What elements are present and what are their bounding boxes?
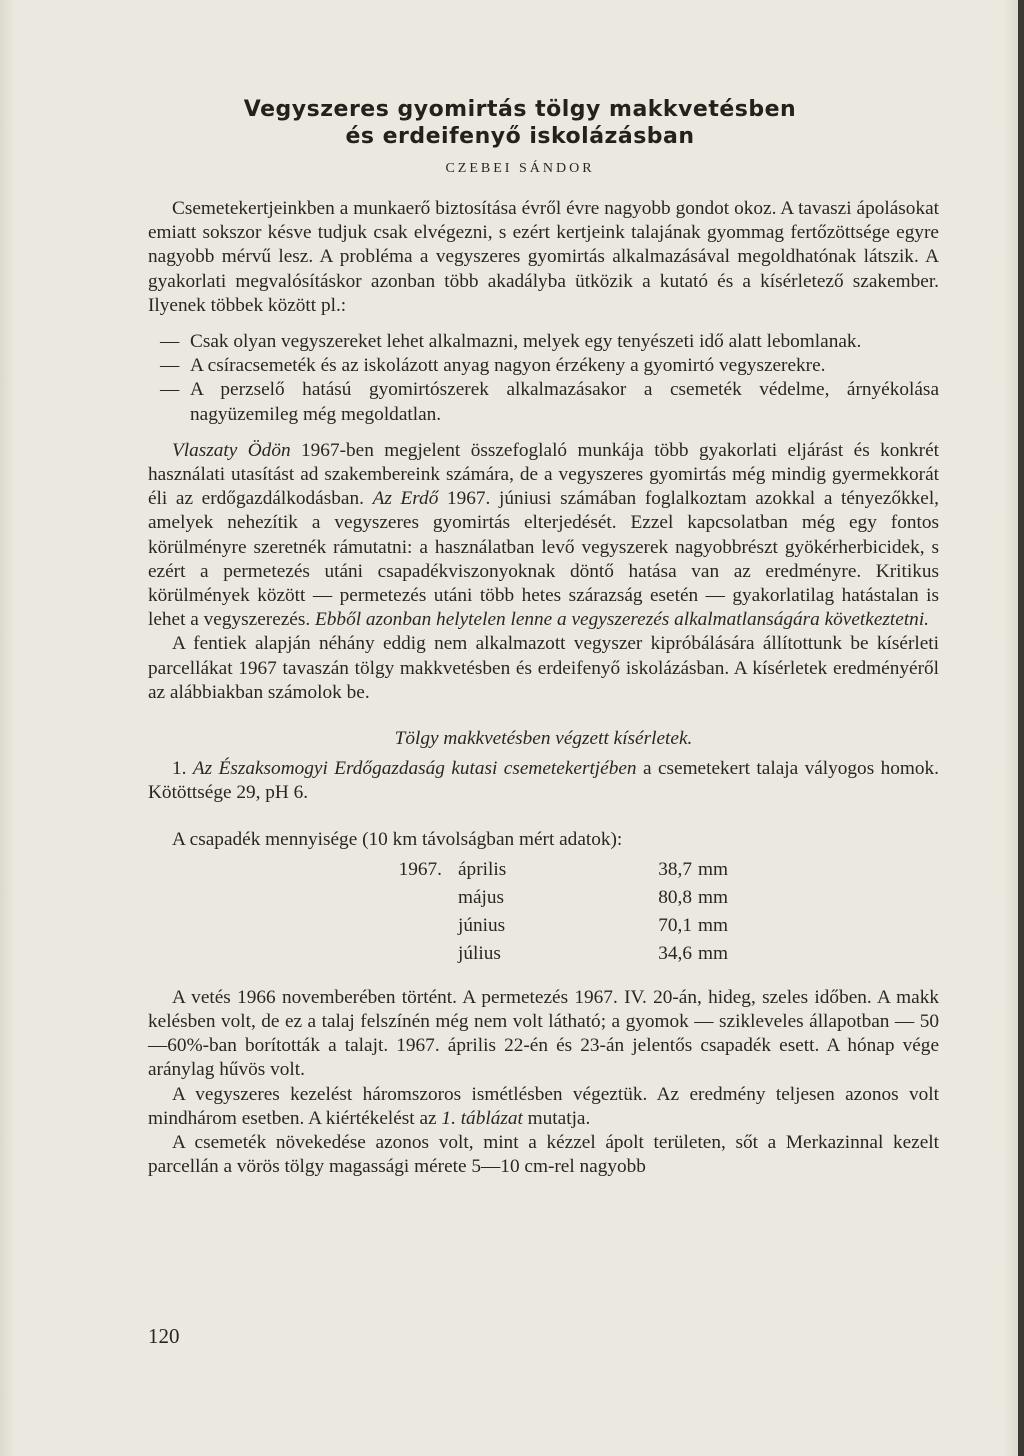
table-row xyxy=(148,940,728,968)
table-row xyxy=(148,912,728,940)
unit-cell: mm xyxy=(698,942,728,964)
author-name: CZEBEI SÁNDOR xyxy=(445,161,595,176)
site-name: Az Északsomogyi Erdőgazdaság kutasi csemetekertjében xyxy=(192,758,637,780)
paragraph-treatment-text-2: mutatja. xyxy=(522,1107,591,1129)
section-subheading: Tölgy makkvetésben végzett kísérletek. xyxy=(394,728,693,750)
dash-item-2: — A csíracsemeték és az iskolázott anyag nagyon érzékeny a gyomirtó vegyszerekre. xyxy=(148,354,939,378)
value-cell: 34,6 xyxy=(658,942,692,964)
title-line-2: és erdeifenyő iskolázásban xyxy=(345,124,695,149)
paragraph-site xyxy=(148,757,939,805)
dash-item-1: — Csak olyan vegyszereket lehet alkalmazni, melyek egy tenyészeti idő alatt lebomlanak. xyxy=(148,330,939,354)
month-cell: április xyxy=(458,858,507,880)
year-cell xyxy=(148,940,458,968)
paragraph-experiments: A fentiek alapján néhány eddig nem alkalmazott vegyszer kipróbálására állítottunk be kísérleti parcellákat 1967 tavaszán tölgy makkvetésben és erdeifenyő iskolázásban. A kísérletek eredményéről az alábbiakban számolok be. xyxy=(148,633,939,703)
body-text xyxy=(148,197,939,1180)
month-cell: május xyxy=(458,886,505,908)
table-row xyxy=(148,884,728,912)
dash-item-3: — A perzselő hatású gyomirtószerek alkalmazásakor a csemeték védelme, árnyékolása nagyüzemileg még megoldatlan. xyxy=(148,378,939,426)
author-reference: Vlaszaty Ödön xyxy=(172,439,291,461)
intro-paragraph: Csemetekertjeinkben a munkaerő biztosítása évről évre nagyobb gondot okoz. A tavaszi ápolásokat emiatt sokszor késve tudjuk csak elvégezni, s ezért kertjeink talajának gyommag fertőzöttsége egyre nagyobb mérvű lesz. A probléma a vegyszeres gyomirtás alkalmazásával megoldhatónak látszik. A gyakorlati megvalósításkor azonban több akadályba ütközik a kutató és a kísérletező szakember. Ilyenek többek között pl.: xyxy=(148,198,939,316)
value-cell: 70,1 xyxy=(658,914,692,936)
journal-reference: Az Erdő xyxy=(372,488,439,510)
site-description: a csemetekert talaja vályogos homok. Kötöttsége 29, pH 6. xyxy=(148,758,939,804)
site-number: 1. xyxy=(172,758,193,780)
page-number: 120 xyxy=(148,1324,180,1348)
year-cell xyxy=(148,912,458,940)
paragraph-vlaszaty-text-1: 1967-ben megjelent összefoglaló munkája több gyakorlati eljárást és konkrét használati utasítást ad szakembereink számára, de a vegyszeres gyomirtás még mindig gyermekkorát éli az erdőgazdálkodásban. xyxy=(148,439,940,510)
unit-cell: mm xyxy=(698,858,728,880)
paragraph-sowing: A vetés 1966 novemberében történt. A permetezés 1967. IV. 20-án, hideg, szeles időben. A makk kelésben volt, de ez a talaj felszínén még nem volt látható; a gyomok — szikleveles állapotban — 50—60%-ban borították a talajt. 1967. április 22-én és 23-án jelentős csapadék esett. A hónap vége aránylag hűvös volt. xyxy=(148,986,939,1081)
article-title xyxy=(150,96,890,150)
value-cell: 80,8 xyxy=(658,886,692,908)
paragraph-treatment xyxy=(148,1083,939,1131)
month-cell: július xyxy=(458,942,501,964)
paragraph-vlaszaty-text-2: 1967. júniusi számában foglalkoztam azokkal a tényezőkkel, amelyek nehezítik a vegyszeres gyomirtás elterjedését. Ezzel kapcsolatban még egy fontos körülményre szeretnék rámutatni: a használatban levő vegyszerek nagyobbrészt gyökérherbicidek, s ezért a permetezés utáni csapadékviszonyoknak döntő hatása van az eredményre. Kritikus körülmények között — permetezés utáni több hetes szárazság esetén — gyakorlatilag hatástalan is lehet a vegyszerezés. xyxy=(148,488,939,631)
unit-cell: mm xyxy=(698,886,728,908)
precipitation-caption: A csapadék mennyisége (10 km távolságban mért adatok): xyxy=(172,828,623,850)
title-line-1: Vegyszeres gyomirtás tölgy makkvetésben xyxy=(243,97,797,122)
month-cell: június xyxy=(458,914,506,936)
paragraph-growth: A csemeték növekedése azonos volt, mint a kézzel ápolt területen, sőt a Merkazinnal kezelt parcellán a vörös tölgy magassági mérete 5—10 cm-rel nagyobb xyxy=(148,1132,939,1178)
year-cell: 1967. xyxy=(398,858,442,880)
paragraph-treatment-text-1: A vegyszeres kezelést háromszoros ismétlésben végeztük. Az eredmény teljesen azonos volt mindhárom esetben. A kiértékelést az xyxy=(148,1083,939,1129)
value-cell: 38,7 xyxy=(658,858,692,880)
paragraph-vlaszaty xyxy=(148,439,939,633)
unit-cell: mm xyxy=(698,914,728,936)
table-row xyxy=(148,856,728,884)
emphasized-conclusion: Ebből azonban helytelen lenne a vegyszerezés alkalmatlanságára következtetni. xyxy=(315,609,929,631)
year-cell xyxy=(148,884,458,912)
table-reference: 1. táblázat xyxy=(441,1107,523,1129)
precipitation-table xyxy=(148,856,728,968)
